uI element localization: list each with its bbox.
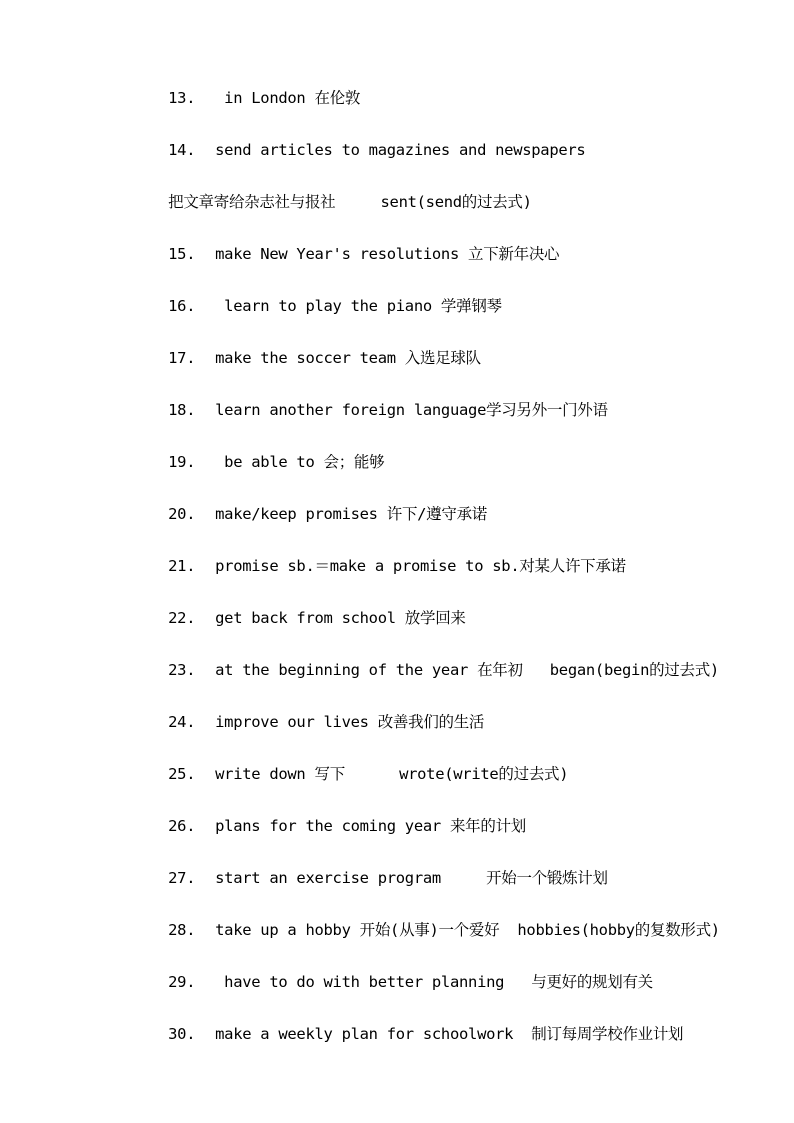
item-text: be able to 会；能够: [215, 453, 385, 471]
item-number: 14.: [168, 141, 196, 159]
item-text: at the beginning of the year 在年初 began(begin的过去式): [215, 661, 719, 679]
item-number: 24.: [168, 713, 196, 731]
item-number: 27.: [168, 869, 196, 887]
item-number: 21.: [168, 557, 196, 575]
item-text: make the soccer team 入选足球队: [215, 349, 481, 367]
vocab-item-19: [132, 432, 384, 492]
item-text: start an exercise program 开始一个锻炼计划: [215, 869, 608, 887]
vocab-item-14-continued: [132, 172, 532, 232]
item-text: get back from school 放学回来: [215, 609, 466, 627]
vocab-item-24: [132, 692, 484, 752]
item-number: 18.: [168, 401, 196, 419]
vocab-item-29: [132, 952, 653, 1012]
item-number: 13.: [168, 89, 196, 107]
vocab-item-26: [132, 796, 526, 856]
item-text: 把文章寄给杂志社与报社 sent(send的过去式): [168, 193, 532, 211]
item-number: 20.: [168, 505, 196, 523]
item-number: 17.: [168, 349, 196, 367]
vocab-item-22: [132, 588, 466, 648]
vocab-item-17: [132, 328, 481, 388]
item-text: have to do with better planning 与更好的规划有关: [215, 973, 653, 991]
vocab-item-28: [132, 900, 720, 960]
item-number: 25.: [168, 765, 196, 783]
vocab-item-25: [132, 744, 568, 804]
vocab-item-23: [132, 640, 719, 700]
item-text: learn to play the piano 学弹钢琴: [215, 297, 502, 315]
item-text: make a weekly plan for schoolwork 制订每周学校作业计划: [215, 1025, 684, 1043]
item-number: 26.: [168, 817, 196, 835]
item-text: take up a hobby 开始(从事)一个爱好 hobbies(hobby的复数形式): [215, 921, 720, 939]
item-text: send articles to magazines and newspapers: [215, 141, 586, 159]
item-text: improve our lives 改善我们的生活: [215, 713, 485, 731]
item-text: promise sb.＝make a promise to sb.对某人许下承诺: [215, 557, 626, 575]
vocab-item-20: [132, 484, 487, 544]
vocab-item-21: [132, 536, 626, 596]
item-number: 22.: [168, 609, 196, 627]
item-number: 30.: [168, 1025, 196, 1043]
item-text: make/keep promises 许下/遵守承诺: [215, 505, 487, 523]
item-number: 19.: [168, 453, 196, 471]
item-text: write down 写下 wrote(write的过去式): [215, 765, 569, 783]
vocab-item-27: [132, 848, 608, 908]
item-text: in London 在伦敦: [215, 89, 361, 107]
vocab-item-15: [132, 224, 559, 284]
item-text: learn another foreign language学习另外一门外语: [215, 401, 608, 419]
item-number: 23.: [168, 661, 196, 679]
item-text: make New Year's resolutions 立下新年决心: [215, 245, 560, 263]
vocab-item-14: [132, 120, 585, 180]
vocab-item-16: [132, 276, 502, 336]
vocab-item-18: [132, 380, 608, 440]
item-number: 15.: [168, 245, 196, 263]
item-number: 28.: [168, 921, 196, 939]
vocab-item-30: [132, 1004, 683, 1064]
vocab-item-13: [132, 68, 360, 128]
item-number: 16.: [168, 297, 196, 315]
item-number: 29.: [168, 973, 196, 991]
item-text: plans for the coming year 来年的计划: [215, 817, 526, 835]
